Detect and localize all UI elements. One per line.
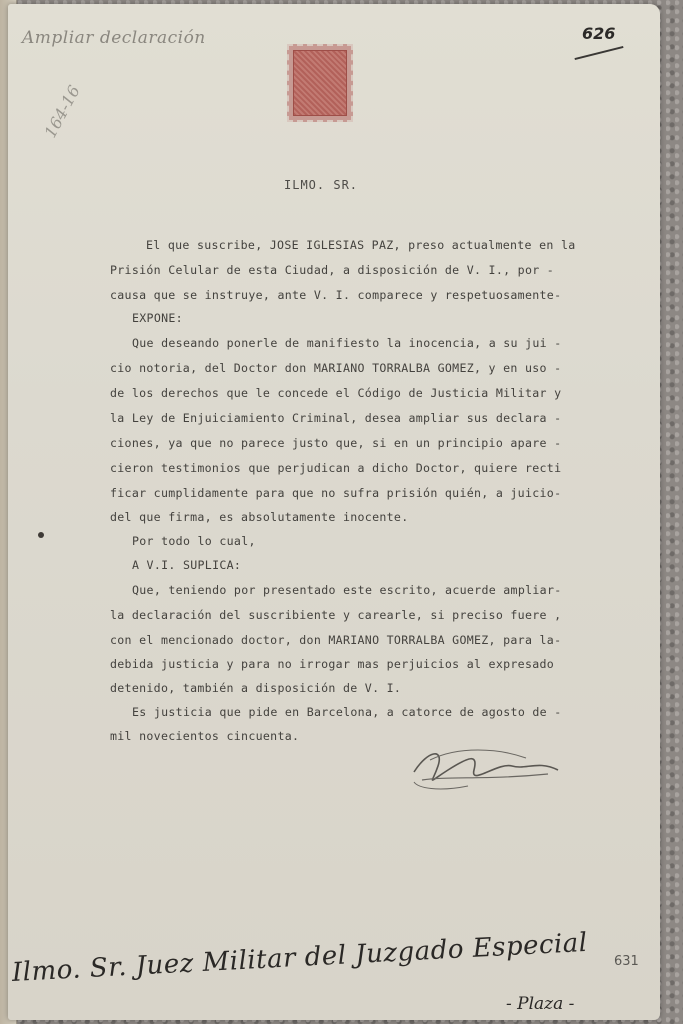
body-line: Prisión Celular de esta Ciudad, a disposición de V. I., por - [110,263,555,277]
body-line: Es justicia que pide en Barcelona, a catorce de agosto de - [132,705,562,719]
body-line: El que suscribe, JOSE IGLESIAS PAZ, preso actualmente en la [146,238,576,252]
archive-number: 631 [614,954,639,969]
body-line: ciones, ya que no parece justo que, si en un principio apare - [110,436,562,450]
body-line: con el mencionado doctor, don MARIANO TORRALBA GOMEZ, para la- [110,633,562,647]
body-line: EXPONE: [132,311,183,325]
body-line: cieron testimonios que perjudican a dicho Doctor, quiere recti [110,461,562,475]
body-line: Por todo lo cual, [132,534,256,548]
addressee-location: - Plaza - [506,994,575,1014]
body-line: Que, teniendo por presentado este escrito, acuerde ampliar- [132,583,562,597]
page-number: 626 [582,24,616,43]
body-line: causa que se instruye, ante V. I. comparece y respetuosamente- [110,288,562,302]
body-line: de los derechos que le concede el Código de Justicia Militar y [110,386,562,400]
body-line: cio notoria, del Doctor don MARIANO TORRALBA GOMEZ, y en uso - [110,361,562,375]
body-line: debida justicia y para no irrogar mas perjuicios al expresado [110,657,555,671]
body-line: del que firma, es absolutamente inocente. [110,510,409,524]
handwritten-signature [408,740,568,796]
addressee-handwritten: Ilmo. Sr. Juez Militar del Juzgado Especial [11,927,589,988]
revenue-stamp [287,44,353,122]
pencil-annotation: Ampliar declaración [22,28,206,48]
pencil-reference-number: 164-16 [40,82,84,141]
body-line: detenido, también a disposición de V. I. [110,681,402,695]
ink-spot [38,532,44,538]
body-line: la Ley de Enjuiciamiento Criminal, desea ampliar sus declara - [110,411,562,425]
body-line: Que deseando ponerle de manifiesto la inocencia, a su jui - [132,336,562,350]
stamp-image [293,50,347,116]
body-line: A V.I. SUPLICA: [132,558,242,572]
document-heading: ILMO. SR. [284,178,359,192]
page-number-underline [575,46,624,60]
body-line: la declaración del suscribiente y carearle, si preciso fuere , [110,608,562,622]
body-line: mil novecientos cincuenta. [110,729,300,743]
document-sheet [8,4,660,1020]
body-line: ficar cumplidamente para que no sufra prisión quién, a juicio- [110,486,562,500]
